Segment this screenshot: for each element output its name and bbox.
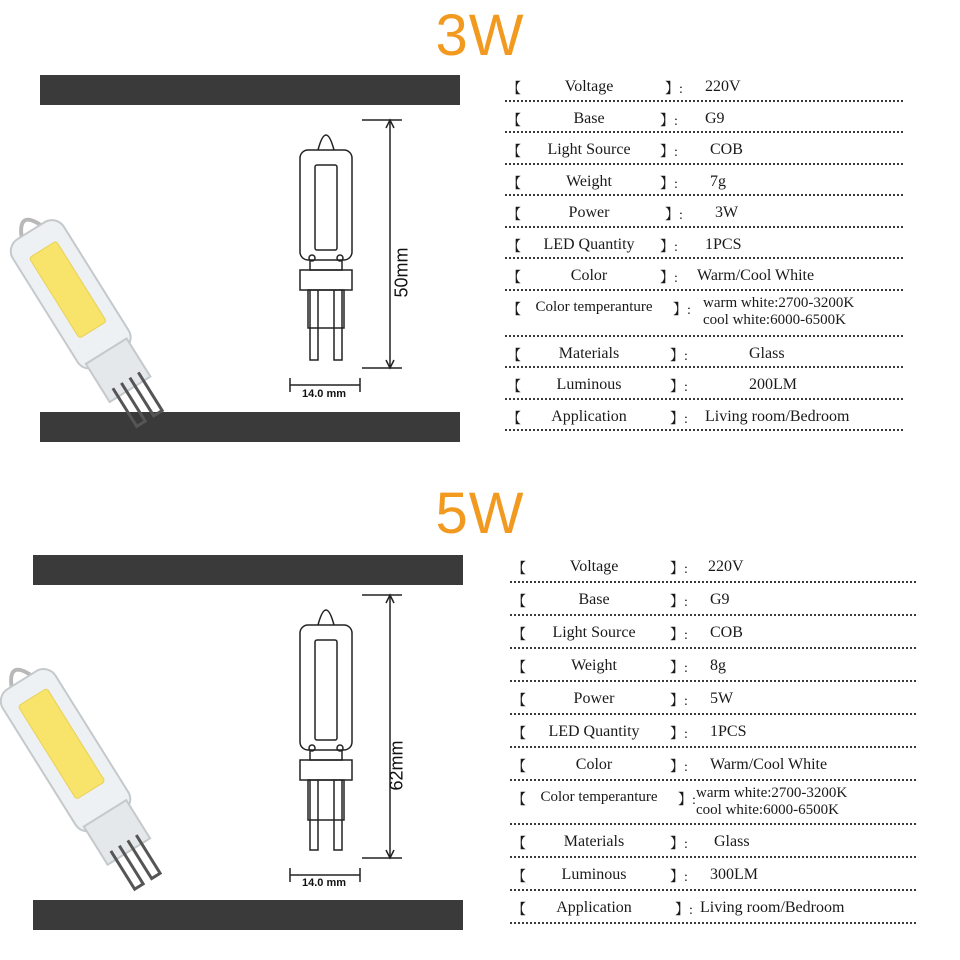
spec-row-luminous	[505, 368, 903, 400]
spec-value: 1PCS	[710, 723, 747, 740]
spec-value: 3W	[715, 204, 739, 221]
bracket-left: 【	[512, 628, 526, 643]
bracket-right: 】:	[660, 113, 678, 129]
spec-value: Glass	[714, 833, 750, 850]
bracket-right: 】:	[670, 727, 688, 742]
spec-row-color-temperature	[510, 781, 916, 825]
bracket-right: 】:	[670, 348, 688, 364]
spec-value: 1PCS	[705, 235, 742, 253]
bracket-left: 【	[512, 562, 526, 577]
spec-value: 300LM	[710, 866, 758, 883]
spec-row-application	[505, 400, 903, 432]
spec-row-application	[510, 891, 916, 924]
bracket-left: 【	[507, 302, 521, 318]
spec-label: Power	[573, 690, 615, 707]
spec-label: Color temperanture	[540, 789, 658, 805]
bracket-left: 【	[507, 113, 521, 129]
bracket-right: 】:	[660, 145, 678, 160]
spec-value: warm white:2700-3200K cool white:6000-6500K	[703, 294, 855, 328]
spec-value: 200LM	[749, 376, 797, 393]
spec-label: Weight	[566, 172, 612, 190]
spec-row-led-quantity	[510, 715, 916, 748]
spec-row-color-temperature	[505, 291, 903, 337]
bracket-right: 】:	[670, 760, 688, 775]
spec-label: Light Source	[547, 141, 631, 158]
bracket-left: 【	[512, 760, 526, 775]
spec-row-weight	[510, 649, 916, 682]
spec-value: 8g	[710, 657, 726, 674]
section-5w	[0, 480, 960, 960]
spec-label: Voltage	[564, 78, 614, 95]
spec-row-base	[510, 583, 916, 616]
decorative-bar-bottom	[33, 900, 463, 930]
bracket-left: 【	[507, 348, 521, 364]
bracket-right: 】:	[665, 208, 683, 223]
spec-value: Living room/Bedroom	[705, 407, 850, 425]
spec-label: Luminous	[556, 376, 622, 393]
bracket-right: 】:	[670, 595, 688, 610]
spec-label: Materials	[558, 344, 620, 362]
spec-label: LED Quantity	[548, 723, 640, 740]
spec-value: 220V	[708, 558, 744, 575]
bracket-left: 【	[507, 411, 521, 427]
spec-table	[510, 550, 916, 924]
spec-value: COB	[710, 624, 743, 641]
bracket-left: 【	[507, 82, 521, 97]
bracket-right: 】:	[670, 661, 688, 676]
bracket-right: 】:	[670, 837, 688, 852]
bracket-left: 【	[512, 793, 526, 808]
spec-label: Weight	[571, 657, 617, 674]
spec-row-luminous	[510, 858, 916, 891]
bracket-right: 】:	[670, 562, 688, 577]
spec-label: Voltage	[569, 558, 619, 575]
bracket-right: 】:	[660, 271, 678, 286]
wattage-title: 3W	[435, 3, 525, 68]
spec-row-power	[505, 196, 903, 228]
spec-row-materials	[510, 825, 916, 858]
spec-value: warm white:2700-3200K cool white:6000-6500K	[696, 785, 848, 818]
bracket-right: 】:	[665, 82, 683, 97]
bracket-left: 【	[512, 727, 526, 742]
spec-label: Light Source	[552, 624, 636, 641]
bracket-left: 【	[512, 694, 526, 709]
spec-row-light-source	[510, 616, 916, 649]
decorative-bar-top	[40, 75, 460, 105]
spec-row-weight	[505, 165, 903, 197]
bracket-right: 】:	[678, 793, 696, 808]
bracket-left: 【	[512, 661, 526, 676]
spec-row-voltage	[505, 70, 903, 102]
spec-row-materials	[505, 337, 903, 369]
bracket-left: 【	[512, 837, 526, 852]
bulb-photo	[10, 150, 260, 400]
spec-label: Color temperanture	[535, 298, 653, 315]
bracket-right: 】:	[670, 380, 688, 395]
spec-row-color	[505, 259, 903, 291]
bracket-left: 【	[507, 176, 521, 192]
spec-label: Power	[568, 204, 610, 221]
spec-value: Glass	[749, 344, 785, 362]
spec-value: Warm/Cool White	[697, 267, 815, 284]
bracket-right: 】:	[675, 903, 693, 918]
spec-value: 7g	[710, 172, 726, 190]
spec-value: G9	[710, 591, 730, 608]
bracket-right: 】:	[670, 694, 688, 709]
bracket-left: 【	[512, 870, 526, 885]
height-dimension: 62mm	[386, 740, 407, 791]
spec-table	[505, 70, 903, 431]
spec-value: Warm/Cool White	[710, 756, 828, 773]
bracket-right: 】:	[670, 411, 688, 427]
spec-row-led-quantity	[505, 228, 903, 260]
spec-row-voltage	[510, 550, 916, 583]
bracket-left: 【	[507, 380, 521, 395]
height-dimension: 50mm	[391, 247, 412, 298]
bracket-left: 【	[507, 145, 521, 160]
bracket-left: 【	[507, 239, 521, 255]
spec-label: Application	[551, 407, 627, 425]
spec-value: 5W	[710, 690, 734, 707]
decorative-bar-bottom	[40, 412, 460, 442]
decorative-bar-top	[33, 555, 463, 585]
spec-row-color	[510, 748, 916, 781]
spec-label: LED Quantity	[543, 235, 635, 253]
bracket-right: 】:	[670, 628, 688, 643]
spec-value: 220V	[705, 78, 741, 95]
spec-label: Color	[570, 267, 608, 284]
spec-label: Base	[573, 109, 605, 127]
spec-label: Luminous	[561, 866, 627, 883]
spec-value: COB	[710, 141, 743, 158]
spec-row-power	[510, 682, 916, 715]
width-dimension: 14.0 mm	[302, 877, 347, 889]
spec-value: Living room/Bedroom	[700, 899, 845, 916]
spec-label: Base	[578, 591, 610, 608]
bracket-left: 【	[507, 208, 521, 223]
spec-row-light-source	[505, 133, 903, 165]
spec-label: Materials	[563, 833, 625, 850]
bracket-right: 】:	[660, 239, 678, 255]
spec-value: G9	[705, 109, 725, 127]
bracket-right: 】:	[670, 870, 688, 885]
wattage-title: 5W	[435, 481, 525, 546]
bracket-left: 【	[507, 271, 521, 286]
spec-label: Color	[575, 756, 613, 773]
width-dimension: 14.0 mm	[302, 388, 347, 400]
bracket-right: 】:	[673, 302, 691, 318]
bracket-left: 【	[512, 595, 526, 610]
spec-label: Application	[556, 899, 632, 916]
bracket-right: 】:	[660, 176, 678, 192]
bulb-photo	[0, 600, 270, 870]
spec-row-base	[505, 102, 903, 134]
bracket-left: 【	[512, 903, 526, 918]
